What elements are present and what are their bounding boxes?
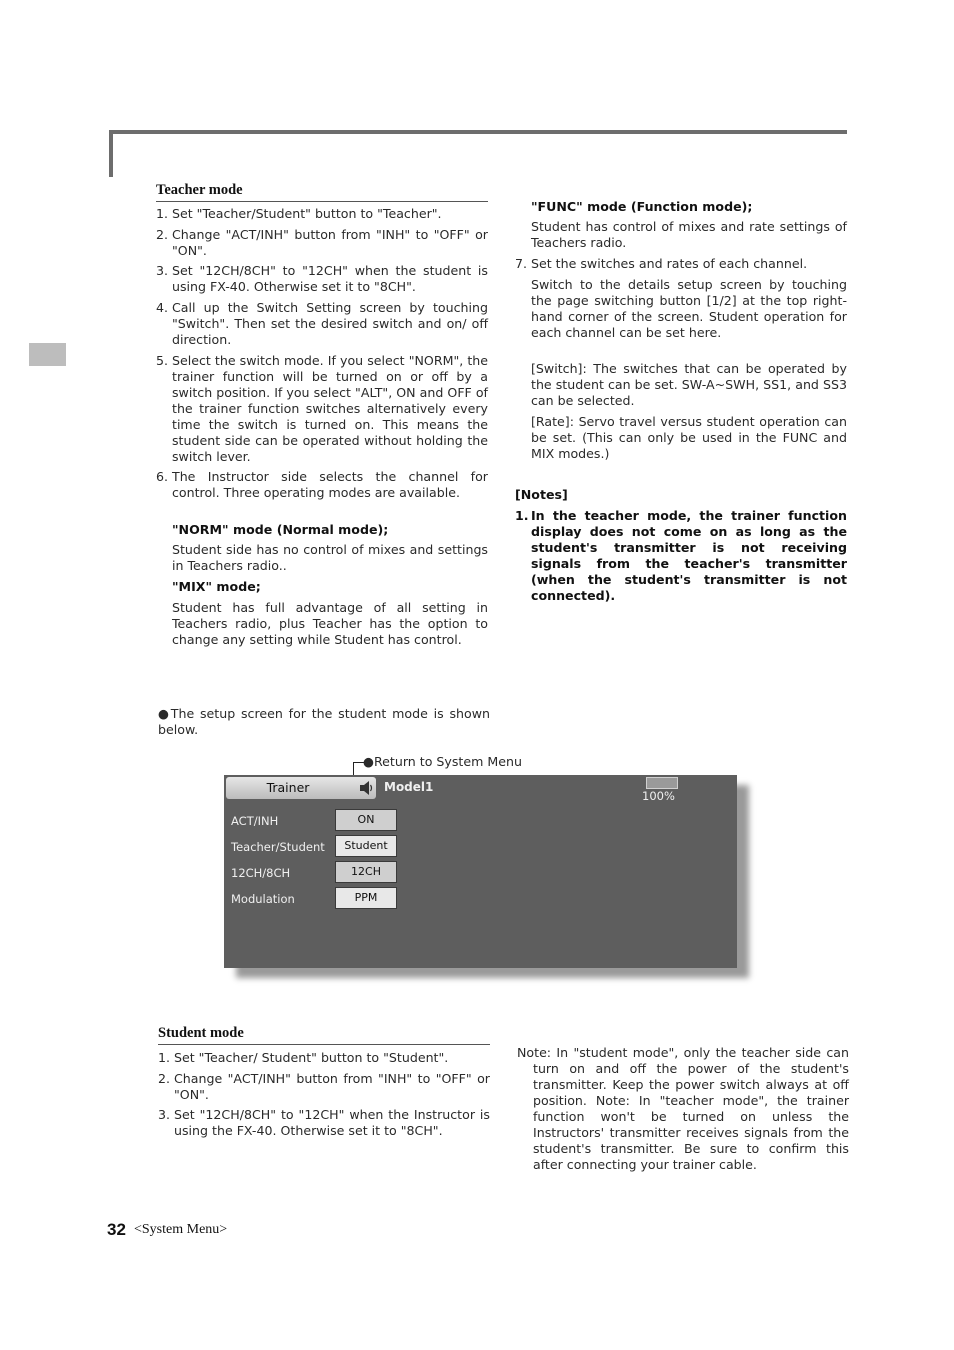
model-name: Model1 — [384, 780, 434, 794]
teacher-step-6 — [156, 469, 488, 501]
teacher-student-label: Teacher/Student — [231, 840, 325, 854]
note-1 — [515, 508, 847, 604]
step-text: Select the switch mode. If you select "NORM", the trainer function will be turned on or off by a switch position. If you select "ALT", ON and OFF of the trainer function switches alternatively every time the switch is turned on. This means the student side can be operated without holding the switch lever. — [172, 353, 488, 464]
trainer-tab-title: Trainer — [266, 780, 310, 795]
modulation-label: Modulation — [231, 892, 295, 906]
student-mode-note: Note: In "student mode", only the teacher side can turn on and off the power of the student's transmitter. Keep the power switch always at off position. Note: In "teacher mode", the trainer function won't be turned on unless the Instructors' transmitter receives signals from the student's transmitter. Be sure to confirm this after connecting your trainer cable. — [517, 1045, 849, 1172]
step-number: 1. — [156, 206, 169, 221]
teacher-step-4 — [156, 300, 488, 348]
modulation-button[interactable]: PPM — [335, 887, 397, 909]
note-text: In the teacher mode, the trainer function display does not come on as long as the student's transmitter is not receiving signals from the teacher's transmitter (when the student's transmitter is not connected). — [531, 508, 847, 603]
act-inh-label: ACT/INH — [231, 814, 279, 828]
section-footer: <System Menu> — [134, 1222, 228, 1237]
step-text: Set "Teacher/Student" button to "Teacher". — [172, 206, 442, 221]
step-text: Set the switches and rates of each channel. — [531, 256, 808, 271]
step-number: 4. — [156, 300, 169, 315]
header-rule-stub — [109, 130, 113, 177]
step-text: Set "12CH/8CH" to "12CH" when the student is using FX-40. Otherwise set it to "8CH". — [172, 263, 488, 294]
page-number: 32 — [107, 1220, 126, 1239]
step-number: 7. — [515, 256, 528, 271]
channel-mode-label: 12CH/8CH — [231, 866, 291, 880]
func-mode-label: "FUNC" mode (Function mode); — [531, 199, 753, 214]
func-mode-text: Student has control of mixes and rate settings of Teachers radio. — [531, 219, 847, 250]
norm-mode-text: Student side has no control of mixes and settings in Teachers radio.. — [172, 542, 488, 573]
step-number: 2. — [158, 1071, 171, 1086]
step-number: 3. — [156, 263, 169, 278]
teacher-step-2 — [156, 227, 488, 259]
student-step-3 — [158, 1107, 490, 1139]
step-text: Call up the Switch Setting screen by touching "Switch". Then set the desired switch and on/ off direction. — [172, 300, 488, 347]
mix-mode-text: Student has full advantage of all setting in Teachers radio, plus Teacher has the option to change any setting while Student has control. — [172, 600, 488, 647]
note-number: 1. — [515, 508, 529, 523]
chapter-tab-marker — [29, 343, 66, 366]
step-7-details-text: Switch to the details setup screen by touching the page switching button [1/2] at the top right-hand corner of the screen. Student operation for each channel can be set here. — [531, 277, 847, 340]
channel-mode-button[interactable]: 12CH — [335, 861, 397, 883]
teacher-step-1 — [156, 206, 488, 222]
battery-percentage: 100% — [642, 789, 675, 803]
step-7-switch-text: [Switch]: The switches that can be operated by the student can be set. SW-A~SWH, SS1, and SS3 can be selected. — [531, 361, 847, 408]
battery-icon — [646, 777, 678, 789]
teacher-step-7 — [515, 256, 847, 272]
step-text: Change "ACT/INH" button from "INH" to "OFF" or "ON". — [172, 227, 488, 258]
step-7-rate-text: [Rate]: Servo travel versus student operation can be set. (This can only be used in the FUNC and MIX modes.) — [531, 414, 847, 461]
mix-mode-label: "MIX" mode; — [172, 579, 261, 594]
step-text: The Instructor side selects the channel for control. Three operating modes are available. — [172, 469, 488, 500]
student-mode-heading: Student mode — [158, 1025, 490, 1045]
norm-mode-label: "NORM" mode (Normal mode); — [172, 522, 389, 537]
step-text: Change "ACT/INH" button from "INH" to "OFF" or "ON". — [174, 1071, 490, 1102]
setup-screen-note: ●The setup screen for the student mode is shown below. — [158, 706, 490, 737]
teacher-student-button[interactable]: Student — [335, 835, 397, 857]
trainer-screen — [224, 775, 737, 968]
trainer-tab-button[interactable] — [226, 777, 376, 799]
step-text: Set "12CH/8CH" to "12CH" when the Instructor is using the FX-40. Otherwise set it to "8CH". — [174, 1107, 490, 1138]
student-step-1 — [158, 1050, 490, 1066]
teacher-mode-heading: Teacher mode — [156, 182, 488, 202]
teacher-step-3 — [156, 263, 488, 295]
step-text: Set "Teacher/ Student" button to "Student". — [174, 1050, 449, 1065]
step-number: 3. — [158, 1107, 171, 1122]
step-number: 6. — [156, 469, 169, 484]
step-number: 1. — [158, 1050, 171, 1065]
act-inh-button[interactable]: ON — [335, 809, 397, 831]
header-rule — [109, 130, 847, 134]
notes-heading: [Notes] — [515, 487, 568, 502]
step-number: 5. — [156, 353, 169, 368]
teacher-step-5 — [156, 353, 488, 465]
speaker-icon[interactable] — [359, 780, 373, 796]
step-number: 2. — [156, 227, 169, 242]
return-to-system-menu-callout: ●Return to System Menu — [363, 754, 522, 769]
student-step-2 — [158, 1071, 490, 1103]
